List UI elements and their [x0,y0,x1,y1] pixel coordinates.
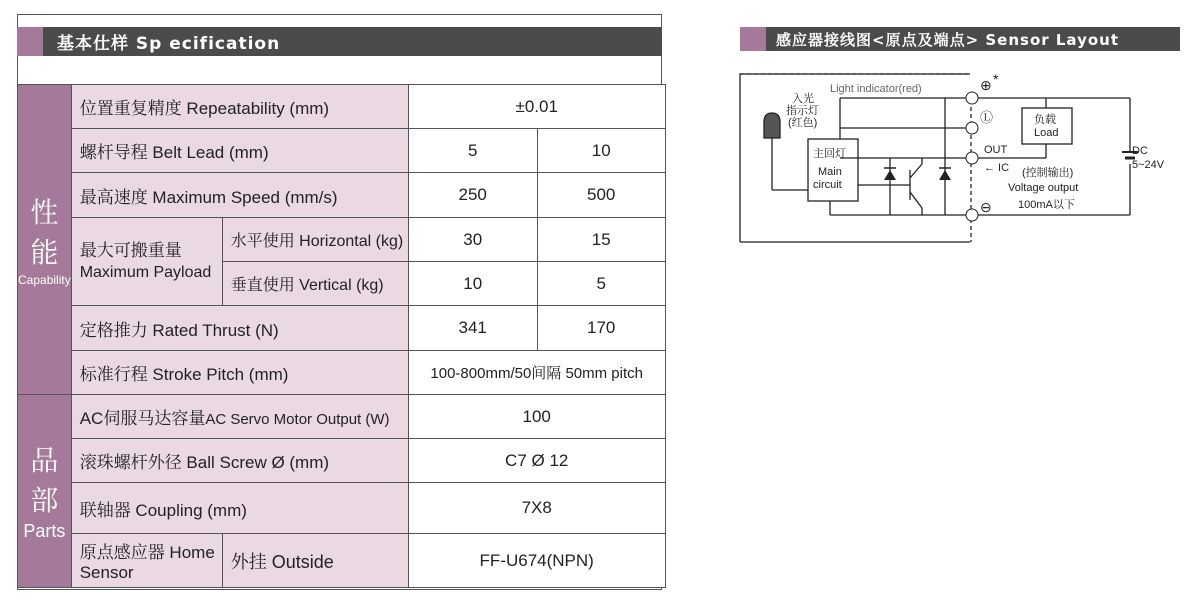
row-repeatability [18,85,666,129]
spec-header [17,27,662,56]
value-ball-screw: C7 Ø 12 [408,439,665,483]
terminal-asterisk: * [993,71,999,87]
ic-label: ← IC [984,162,1010,174]
sensor-header-title: 感应器接线图<原点及端点> Sensor Layout [776,30,1120,49]
value-belt-lead-1: 5 [408,129,537,173]
incident-light-label-3: (红色) [788,117,818,129]
label-max-payload-en: Maximum Payload [79,263,212,281]
label-max-payload-cn: 最大可搬重量 [79,240,182,260]
value-home-sensor: FF-U674(NPN) [408,534,665,588]
led-icon [764,113,780,138]
group-performance-cn-1: 性 [30,196,59,228]
terminal-l-icon [966,122,978,134]
light-indicator-label: Light indicator(red) [830,83,922,95]
row-ball-screw [18,439,666,483]
spec-header-accent [17,27,43,56]
spec-table [17,84,666,588]
label-home-sensor-outside: 外挂 Outside [222,534,408,588]
terminal-minus-label: ⊖ [980,199,992,215]
value-horizontal-1: 30 [408,218,537,262]
terminal-l-label: Ⓛ [980,110,994,125]
value-servo-motor: 100 [408,395,665,439]
incident-light-label-2: 指示灯 [786,105,819,117]
label-servo-motor-en: AC Servo Motor Output (W) [205,411,390,428]
row-stroke-pitch [18,351,666,395]
label-home-sensor: 原点感应器 Home Sensor [71,534,222,588]
label-horizontal: 水平使用 Horizontal (kg) [222,218,408,262]
value-rated-thrust-2: 170 [537,306,665,351]
row-home-sensor [18,534,666,588]
value-max-speed-2: 500 [537,173,665,218]
label-stroke-pitch: 标准行程 Stroke Pitch (mm) [71,351,408,395]
group-performance-en: Capability [18,272,71,287]
label-coupling: 联轴器 Coupling (mm) [71,483,408,534]
dc-label: DC [1132,145,1148,157]
label-servo-motor-cn: AC伺服马达容量 [79,409,206,428]
row-max-speed [18,173,666,218]
dc-voltage-label: 5~24V [1132,159,1165,171]
value-vertical-1: 10 [408,262,537,306]
diode-icon-2 [939,170,951,180]
spec-header-title: 基本仕样 Sp ecification [57,34,281,54]
load-label-cn: 负载 [1034,114,1056,126]
group-performance [18,85,72,395]
group-parts-cn-1: 品 [30,444,59,476]
value-repeatability: ±0.01 [408,85,665,129]
load-label-en: Load [1034,127,1059,139]
row-rated-thrust [18,306,666,351]
label-repeatability: 位置重复精度 Repeatability (mm) [71,85,408,129]
group-parts-cn-2: 部 [30,484,59,516]
row-servo-motor [18,395,666,439]
control-output-label: (控制输出) [1022,167,1074,179]
sensor-wiring-diagram [730,60,1190,250]
main-circuit-label-3: circuit [813,179,842,191]
incident-light-label-1: 入光 [792,93,814,105]
terminal-out-icon [966,152,978,164]
row-coupling [18,483,666,534]
label-max-speed: 最高速度 Maximum Speed (mm/s) [71,173,408,218]
value-vertical-2: 5 [537,262,665,306]
value-coupling: 7X8 [408,483,665,534]
voltage-output-label: Voltage output [1008,182,1079,194]
main-circuit-label-1: 主回灯 [813,148,846,160]
group-parts-en: Parts [23,520,66,541]
group-performance-cn-2: 能 [30,236,59,268]
label-belt-lead: 螺杆导程 Belt Lead (mm) [71,129,408,173]
terminal-minus-icon [966,209,978,221]
value-max-speed-1: 250 [408,173,537,218]
value-rated-thrust-1: 341 [408,306,537,351]
main-circuit-label-2: Main [818,166,842,178]
label-servo-motor [71,395,408,439]
sensor-header [740,27,1180,51]
out-label: OUT [984,144,1008,156]
current-label: 100mA以下 [1018,199,1075,211]
terminal-plus-icon [966,92,978,104]
sensor-header-accent [740,27,766,51]
label-max-payload [71,218,222,306]
diode-icon-1 [884,170,896,180]
row-belt-lead [18,129,666,173]
value-belt-lead-2: 10 [537,129,665,173]
group-parts [18,395,72,588]
value-stroke-pitch: 100-800mm/50间隔 50mm pitch [408,351,665,395]
label-vertical: 垂直使用 Vertical (kg) [222,262,408,306]
row-payload-horizontal [18,218,666,262]
value-horizontal-2: 15 [537,218,665,262]
terminal-plus-label: ⊕ [980,77,992,93]
label-ball-screw: 滚珠螺杆外径 Ball Screw Ø (mm) [71,439,408,483]
label-rated-thrust: 定格推力 Rated Thrust (N) [71,306,408,351]
